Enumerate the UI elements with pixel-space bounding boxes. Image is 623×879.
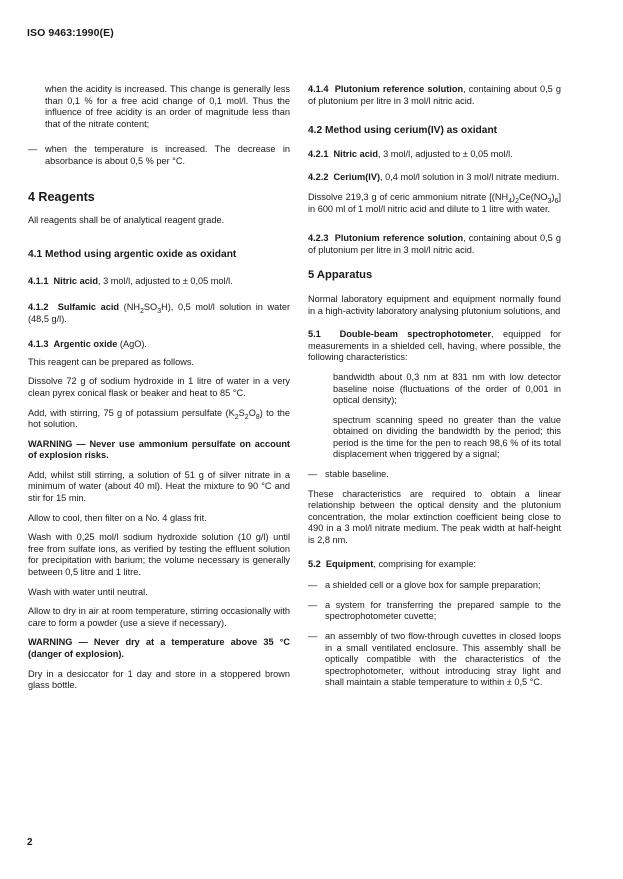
paragraph-wash-naoh: Wash with 0,25 mol/l sodium hydroxide solution (10 g/l) until free from sulfate ions, as verified by testing the effluent solution for precipitation with barium; the volume necessary is generally between 0,5 litre and 1 litre. [28, 532, 290, 578]
item-4-1-4: 4.1.4 Plutonium reference solution, containing about 0,5 g of plutonium per litre in 3 mol/l nitric acid. [308, 84, 561, 106]
warning-persulfate: WARNING — Never use ammonium persulfate on account of explosion risks. [28, 438, 290, 461]
paragraph-add-persulfate: Add, with stirring, 75 g of potassium persulfate $(K_2S_2O_8)$ to the hot solution. [28, 407, 290, 430]
section-5-text: Normal laboratory equipment and equipment normally found in a high-activity laboratory analysing plutonium solutions, and [308, 293, 561, 316]
list-item-shielded-cell: — a shielded cell or a glove box for sample preparation; [308, 580, 541, 591]
list-item-bandwidth: bandwidth about 0,3 nm at 831 nm with low detector baseline noise (fluctuations of the order of 0,001 in optical density); [333, 371, 561, 406]
list-item-transfer-system: — a system for transferring the prepared sample to the spectrophotometer cuvette; [308, 599, 561, 622]
paragraph-add-silver-nitrate: Add, whilst still stirring, a solution of 51 g of silver nitrate in a minimum of water (about 40 ml). Heat the mixture to 90 °C and stir for 15 min. [28, 469, 290, 504]
item-4-1-3: 4.1.3 Argentic oxide (AgO). [28, 339, 147, 350]
paragraph-dissolve-naoh: Dissolve 72 g of sodium hydroxide in 1 litre of water in a very clean pyrex conical flask or beaker and heat to 85 °C. [28, 376, 290, 398]
paragraph-cool-filter: Allow to cool, then filter on a No. 4 glass frit. [28, 512, 207, 523]
item-5-2: 5.2 Equipment, comprising for example: [308, 558, 476, 569]
warning-dry-temperature: WARNING — Never dry at a temperature above 35 °C (danger of explosion). [28, 637, 290, 659]
list-item-temperature: — when the temperature is increased. The decrease in absorbance is about 0,5 % per °C. [28, 144, 290, 166]
paragraph-dissolve-ceric: Dissolve 219,3 g of ceric ammonium nitrate $[(NH_4)_2Ce(NO_3)_6]$ in 600 ml of 1 mol/l nitric acid and dilute to 1 litre with water. [308, 191, 561, 214]
section-4-1-heading: 4.1 Method using argentic oxide as oxidant [28, 248, 237, 260]
paragraph-store: Dry in a desiccator for 1 day and store in a stoppered brown glass bottle. [28, 668, 290, 691]
page-number: 2 [27, 837, 33, 848]
section-4-2-heading: 4.2 Method using cerium(IV) as oxidant [308, 125, 498, 137]
item-4-2-1: 4.2.1 Nitric acid, 3 mol/l, adjusted to ± 0,05 mol/l. [308, 148, 513, 159]
item-4-1-2: 4.1.2 Sulfamic acid $(NH_2SO_3H)$, 0,5 mol/l solution in water (48,5 g/l). [28, 301, 290, 324]
right-column [308, 84, 561, 697]
paragraph-characteristics: These characteristics are required to obtain a linear relationship between the optical density and the plutonium concentration, the molar extinction coefficient being close to 490 in a 3 mol/l nitrate medium. The peak width at half-height is 2,8 nm. [308, 488, 561, 546]
list-item-scan-speed: spectrum scanning speed no greater than the value obtained on dividing the bandwidth by the period; this period is the time for the pen to reach 98,6 % of its total displacement when triggered by a signal; [333, 414, 561, 460]
standard-header: ISO 9463:1990(E) [27, 27, 114, 39]
paragraph-wash-water: Wash with water until neutral. [28, 586, 148, 597]
list-item-stable-baseline: — stable baseline. [308, 469, 389, 480]
paragraph-prepare: This reagent can be prepared as follows. [28, 356, 194, 367]
section-4-text: All reagents shall be of analytical reagent grade. [28, 215, 225, 226]
section-5-heading: 5 Apparatus [308, 269, 373, 282]
left-column [28, 84, 290, 700]
list-item-cuvette-assembly: — an assembly of two flow-through cuvettes in closed loops in a small ventilated enclosure. This assembly shall be optically compatible with the characteristics of the spectrophotometer, without introducing stray light and shall maintain a stable temperature to within ± 0,5 °C. [308, 631, 561, 688]
paragraph-dry-air: Allow to dry in air at room temperature, stirring occasionally with care to form a powder (use a sieve if necessary). [28, 606, 290, 628]
section-4-heading: 4 Reagents [28, 189, 95, 204]
item-4-1-1: 4.1.1 Nitric acid, 3 mol/l, adjusted to ± 0,05 mol/l. [28, 276, 233, 287]
item-5-1: 5.1 Double-beam spectrophotometer, equipped for measurements in a shielded cell, having, where possible, the following characteristics: [308, 329, 561, 363]
paragraph-acidity: when the acidity is increased. This change is generally less than 0,1 % for a free acid change of 0,1 mol/l. Thus the influence of free acidity is an order of magnitude less than that of the nitrate content; [45, 84, 290, 129]
item-4-2-3: 4.2.3 Plutonium reference solution, containing about 0,5 g of plutonium per litre in 3 mol/l nitric acid. [308, 233, 561, 255]
item-4-2-2: 4.2.2 Cerium(IV), 0,4 mol/l solution in 3 mol/l nitrate medium. [308, 172, 560, 183]
